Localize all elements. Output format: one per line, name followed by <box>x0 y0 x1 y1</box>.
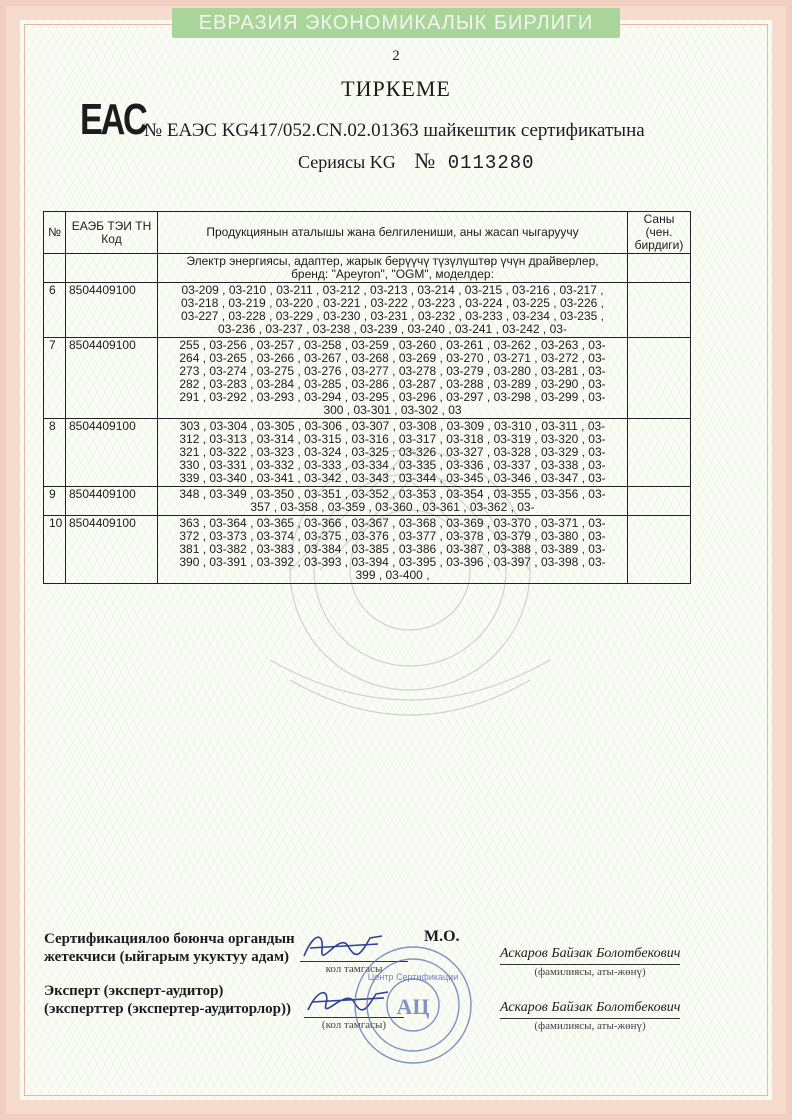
table-row <box>44 487 691 516</box>
table-row <box>44 419 691 487</box>
intro-line: Электр энергиясы, адаптер, жарык берүүчү түзүлүштөр үчүн драйверлер, <box>186 254 599 268</box>
model-line: 255 , 03-256 , 03-257 , 03-258 , 03-259 , 03-260 , 03-261 , 03-262 , 03-263 , 03- <box>179 338 606 352</box>
header-product: Продукциянын аталышы жана белгилениши, аны жасап чыгаруучу <box>158 212 628 254</box>
row-code: 8504409100 <box>66 516 158 584</box>
certification-stamp <box>352 944 474 1066</box>
seal-label: М.О. <box>424 928 460 945</box>
table-intro-row <box>44 254 691 283</box>
intro-product-cell <box>158 254 628 283</box>
model-line: 300 , 03-301 , 03-302 , 03 <box>323 403 462 417</box>
row-models <box>158 283 628 338</box>
model-line: 312 , 03-313 , 03-314 , 03-315 , 03-316 , 03-317 , 03-318 , 03-319 , 03-320 , 03- <box>179 432 606 446</box>
row-models <box>158 419 628 487</box>
row-code: 8504409100 <box>66 487 158 516</box>
intro-qty-cell <box>628 254 691 283</box>
row-qty <box>628 516 691 584</box>
union-banner: ЕВРАЗИЯ ЭКОНОМИКАЛЫК БИРЛИГИ <box>172 8 620 38</box>
series-label: Сериясы KG <box>298 152 396 172</box>
model-line: 291 , 03-292 , 03-293 , 03-294 , 03-295 , 03-296 , 03-297 , 03-298 , 03-299 , 03- <box>179 390 606 404</box>
model-line: 03-209 , 03-210 , 03-211 , 03-212 , 03-213 , 03-214 , 03-215 , 03-216 , 03-217 , <box>181 283 604 297</box>
header-no: № <box>44 212 66 254</box>
table-row <box>44 283 691 338</box>
expert-label <box>44 982 291 1018</box>
svg-text:АЦ: АЦ <box>396 994 430 1019</box>
head-name-line <box>500 964 680 965</box>
expert-name: Аскаров Байзак Болотбекович <box>500 1000 681 1015</box>
row-number: 7 <box>44 338 66 419</box>
expert-name-caption: (фамилиясы, аты-жөнү) <box>534 1020 646 1032</box>
header-qty: Саны (чен. бирдиги) <box>628 212 691 254</box>
head-label-line: жетекчиси (ыйгарым укуктуу адам) <box>44 949 290 965</box>
table-row <box>44 338 691 419</box>
model-line: 357 , 03-358 , 03-359 , 03-360 , 03-361 , 03-362 , 03- <box>250 500 535 514</box>
model-line: 399 , 03-400 , <box>355 568 430 582</box>
head-name: Аскаров Байзак Болотбекович <box>500 946 681 961</box>
model-line: 390 , 03-391 , 03-392 , 03-393 , 03-394 , 03-395 , 03-396 , 03-397 , 03-398 , 03- <box>179 555 606 569</box>
intro-line: бренд: "Apeyron", "OGM", моделдер: <box>291 267 494 281</box>
model-line: 03-236 , 03-237 , 03-238 , 03-239 , 03-240 , 03-241 , 03-242 , 03- <box>218 322 567 336</box>
row-code: 8504409100 <box>66 338 158 419</box>
model-line: 381 , 03-382 , 03-383 , 03-384 , 03-385 , 03-386 , 03-387 , 03-388 , 03-389 , 03- <box>179 542 606 556</box>
row-models <box>158 338 628 419</box>
row-number: 9 <box>44 487 66 516</box>
row-code: 8504409100 <box>66 419 158 487</box>
row-models <box>158 487 628 516</box>
model-line: 339 , 03-340 , 03-341 , 03-342 , 03-343 , 03-344 , 03-345 , 03-346 , 03-347 , 03- <box>179 471 606 485</box>
intro-no-cell <box>44 254 66 283</box>
intro-code-cell <box>66 254 158 283</box>
table-header-row <box>44 212 691 254</box>
header-code: ЕАЭБ ТЭИ ТН Код <box>66 212 158 254</box>
row-number: 10 <box>44 516 66 584</box>
table-row <box>44 516 691 584</box>
row-qty <box>628 419 691 487</box>
head-label-line: Сертификациялоо боюнча органдын <box>44 931 295 947</box>
signature-caption: кол тамгасы <box>325 963 383 975</box>
row-qty <box>628 487 691 516</box>
model-line: 330 , 03-331 , 03-332 , 03-333 , 03-334 , 03-335 , 03-336 , 03-337 , 03-338 , 03- <box>179 458 606 472</box>
model-line: 348 , 03-349 , 03-350 , 03-351 , 03-352 , 03-353 , 03-354 , 03-355 , 03-356 , 03- <box>179 487 606 501</box>
product-table <box>43 211 691 584</box>
row-qty <box>628 283 691 338</box>
number-sign: № <box>414 148 436 173</box>
row-number: 8 <box>44 419 66 487</box>
model-line: 303 , 03-304 , 03-305 , 03-306 , 03-307 , 03-308 , 03-309 , 03-310 , 03-311 , 03- <box>179 419 606 433</box>
model-line: 03-218 , 03-219 , 03-220 , 03-221 , 03-222 , 03-223 , 03-224 , 03-225 , 03-226 , <box>181 296 604 310</box>
stamp-text: Центр Сертификации <box>367 972 459 982</box>
row-code: 8504409100 <box>66 283 158 338</box>
page-number: 2 <box>392 48 400 64</box>
expert-label-line: (эксперттер (экспертер-аудиторлор)) <box>44 1001 291 1017</box>
model-line: 264 , 03-265 , 03-266 , 03-267 , 03-268 , 03-269 , 03-270 , 03-271 , 03-272 , 03- <box>179 351 606 365</box>
row-qty <box>628 338 691 419</box>
model-line: 03-227 , 03-228 , 03-229 , 03-230 , 03-231 , 03-232 , 03-233 , 03-234 , 03-235 , <box>181 309 604 323</box>
model-line: 273 , 03-274 , 03-275 , 03-276 , 03-277 , 03-278 , 03-279 , 03-280 , 03-281 , 03- <box>179 364 606 378</box>
expert-name-line <box>500 1018 680 1019</box>
row-models <box>158 516 628 584</box>
model-line: 321 , 03-322 , 03-323 , 03-324 , 03-325 , 03-326 , 03-327 , 03-328 , 03-329 , 03- <box>179 445 606 459</box>
head-of-body-label <box>44 930 295 966</box>
document-title: ТИРКЕМЕ <box>341 76 451 101</box>
series-line <box>298 148 535 174</box>
series-number: 0113280 <box>447 152 535 174</box>
model-line: 363 , 03-364 , 03-365 , 03-366 , 03-367 , 03-368 , 03-369 , 03-370 , 03-371 , 03- <box>179 516 606 530</box>
row-number: 6 <box>44 283 66 338</box>
head-name-caption: (фамилиясы, аты-жөнү) <box>534 966 646 978</box>
expert-signature-caption: (кол тамгасы) <box>321 1019 387 1031</box>
model-line: 372 , 03-373 , 03-374 , 03-375 , 03-376 , 03-377 , 03-378 , 03-379 , 03-380 , 03- <box>179 529 606 543</box>
eac-logo: EAC <box>80 95 146 144</box>
model-line: 282 , 03-283 , 03-284 , 03-285 , 03-286 , 03-287 , 03-288 , 03-289 , 03-290 , 03- <box>179 377 606 391</box>
certificate-reference: № ЕАЭС KG417/052.CN.02.01363 шайкештик сертификатына <box>144 120 645 141</box>
expert-label-line: Эксперт (эксперт-аудитор) <box>44 983 224 999</box>
